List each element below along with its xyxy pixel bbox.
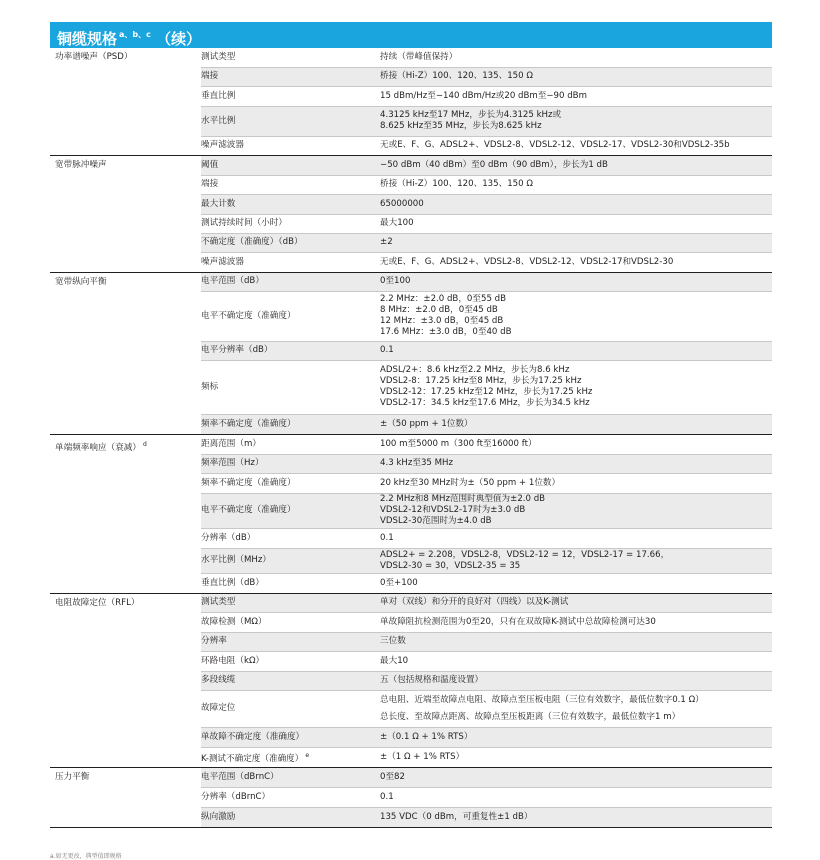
spec-label-text: 测试持续时间（小时） [201, 218, 287, 228]
spec-value-line: 0至100 [380, 276, 411, 286]
spec-label-text: 阈值 [201, 159, 219, 170]
spec-value-line: 桥接（Hi-Z）100、120、135、150 Ω [380, 71, 533, 81]
spec-value-line: ±（50 ppm + 1位数） [380, 418, 473, 429]
spec-label [201, 632, 380, 651]
spec-value [380, 175, 772, 194]
spec-label [201, 473, 380, 493]
spec-label [201, 493, 380, 528]
spec-value-line: ADSL/2+：8.6 kHz至2.2 MHz，步长为8.6 kHz [380, 365, 570, 375]
spec-value [380, 747, 772, 767]
spec-value [380, 106, 772, 136]
spec-value-line: 0.1 [380, 791, 394, 802]
spec-value-line: 0至+100 [380, 577, 418, 588]
spec-value-line: ADSL2+ = 2.208，VDSL2-8，VDSL2-12 = 12，VDSL2-17 = 17.66， [380, 549, 670, 560]
spec-row [50, 272, 772, 291]
spec-label [201, 727, 380, 747]
spec-value [380, 787, 772, 807]
spec-page [50, 22, 772, 828]
spec-value-line: −50 dBm（40 dBm）至0 dBm（90 dBm），步长为1 dB [380, 159, 608, 170]
spec-value-line: 65000000 [380, 198, 424, 209]
group-name [50, 48, 201, 155]
group-name [50, 434, 201, 593]
spec-value-line: 最大10 [380, 655, 409, 666]
banner-suffix: （续） [156, 30, 202, 48]
spec-label-text: 频率范围（Hz） [201, 458, 264, 468]
spec-value [380, 194, 772, 214]
spec-row [50, 767, 772, 787]
group-name [50, 593, 201, 767]
spec-label-text: 电平不确定度（准确度） [201, 310, 296, 321]
spec-value [380, 48, 772, 67]
spec-value [380, 233, 772, 252]
spec-label-text: K-测试不确定度（准确度） [201, 753, 304, 764]
spec-value-line: 总电阻、近端至故障点电阻、故障点至压板电阻（三位有效数字，最低位数字0.1 Ω） [380, 694, 704, 705]
spec-value [380, 593, 772, 612]
spec-label-text: 电平分辨率（dB） [201, 345, 273, 355]
spec-value [380, 454, 772, 473]
footnote: a.如无更改，典型值即规格 [50, 853, 122, 860]
spec-value-line: ±（0.1 Ω + 1% RTS） [380, 731, 473, 742]
spec-label [201, 155, 380, 175]
spec-value-line: 4.3125 kHz至17 MHz，步长为4.3125 kHz或 [380, 110, 562, 120]
spec-value-line: ±2 [380, 237, 393, 247]
group-footnote-mark: d [142, 440, 147, 448]
spec-row [50, 48, 772, 67]
spec-label [201, 86, 380, 106]
spec-row [50, 593, 772, 612]
spec-label-text: 端接 [201, 71, 219, 81]
spec-label-text: 分辨率 [201, 636, 227, 646]
spec-label [201, 233, 380, 252]
spec-value [380, 155, 772, 175]
spec-value [380, 414, 772, 434]
spec-label-text: 垂直比例（dB） [201, 577, 264, 588]
spec-value [380, 671, 772, 690]
spec-label-text: 故障定位 [201, 703, 236, 713]
spec-label [201, 454, 380, 473]
spec-label-text: 多段线缆 [201, 675, 236, 685]
spec-value [380, 272, 772, 291]
spec-value-line: 单对（双线）和分开的良好对（四线）以及K-测试 [380, 597, 569, 607]
spec-label-text: 分辨率（dB） [201, 532, 256, 543]
spec-value-line: 0至82 [380, 771, 405, 782]
spec-label [201, 767, 380, 787]
spec-value-line: 8 MHz：±2.0 dB，0至45 dB [380, 305, 498, 315]
group-name-text: 压力平衡 [55, 771, 90, 782]
spec-label-text: 最大计数 [201, 198, 236, 209]
spec-value [380, 612, 772, 632]
spec-value-line: 0.1 [380, 345, 394, 355]
group-name-text: 单端频率响应（衰减） [55, 442, 141, 453]
spec-label [201, 360, 380, 414]
spec-value-line: VDSL2-12：17.25 kHz至12 MHz，步长为17.25 kHz [380, 387, 593, 397]
spec-value-line: VDSL2-12和VDSL2-17时为±3.0 dB [380, 505, 526, 515]
spec-value-line: 总长度、至故障点距离、故障点至压板距离（三位有效数字，最低位数字1 m） [380, 711, 681, 722]
spec-value-line: 17.6 MHz：±3.0 dB，0至40 dB [380, 327, 512, 337]
spec-label [201, 136, 380, 155]
spec-value [380, 252, 772, 272]
spec-value [380, 341, 772, 360]
spec-value [380, 767, 772, 787]
banner-footnote-marks: a、b、c [119, 30, 151, 39]
spec-label [201, 194, 380, 214]
spec-label-text: 水平比例（MHz） [201, 555, 271, 565]
spec-label [201, 671, 380, 690]
spec-value [380, 493, 772, 528]
spec-value [380, 573, 772, 593]
spec-value-line: 五（包括规格和温度设置） [380, 675, 484, 685]
spec-value [380, 690, 772, 727]
spec-value-line: 8.625 kHz至35 MHz，步长为8.625 kHz [380, 121, 542, 131]
spec-value [380, 548, 772, 573]
spec-label-text: 距离范围（m） [201, 438, 261, 449]
spec-value-line: VDSL2-17：34.5 kHz至17.6 MHz，步长为34.5 kHz [380, 398, 590, 408]
spec-row [50, 434, 772, 454]
spec-label [201, 807, 380, 827]
spec-value-line: 桥接（Hi-Z）100、120、135、150 Ω [380, 179, 533, 189]
spec-label-text: 垂直比例 [201, 90, 236, 101]
spec-label-text: 环路电阻（kΩ） [201, 655, 265, 666]
spec-label-text: 电平不确定度（准确度） [201, 505, 296, 515]
spec-label [201, 690, 380, 727]
spec-value [380, 360, 772, 414]
spec-value-line: 单故障阻抗检测范围为0至20，只有在双故障K-测试中总故障检测可达30 [380, 616, 656, 627]
spec-value [380, 434, 772, 454]
spec-value [380, 214, 772, 233]
spec-value-line: ±（1 Ω + 1% RTS） [380, 751, 465, 762]
label-footnote-mark: e [305, 751, 310, 759]
spec-value-line: VDSL2-8：17.25 kHz至8 MHz，步长为17.25 kHz [380, 376, 582, 386]
group-name-text: 电阻故障定位（RFL） [55, 597, 140, 608]
spec-label [201, 434, 380, 454]
spec-label [201, 48, 380, 67]
spec-label [201, 175, 380, 194]
spec-label-text: 水平比例 [201, 115, 236, 126]
spec-value [380, 727, 772, 747]
spec-label-text: 频率不确定度（准确度） [201, 418, 296, 429]
spec-value-line: 12 MHz：±3.0 dB，0至45 dB [380, 316, 504, 326]
spec-label [201, 593, 380, 612]
spec-value [380, 632, 772, 651]
spec-value-line: 15 dBm/Hz至−140 dBm/Hz或20 dBm至−90 dBm [380, 90, 587, 101]
spec-value [380, 651, 772, 671]
spec-label-text: 电平范围（dBrnC） [201, 771, 279, 782]
section-banner [50, 22, 772, 48]
spec-value-line: 无或E、F、G、ADSL2+、VDSL2-8、VDSL2-12、VDSL2-17、VDSL2-30和VDSL2-35b [380, 140, 730, 150]
spec-label-text: 测试类型 [201, 51, 236, 62]
spec-label [201, 612, 380, 632]
spec-label [201, 787, 380, 807]
spec-value-line: 4.3 kHz至35 MHz [380, 458, 453, 468]
banner-title: 铜缆规格 [57, 30, 118, 48]
spec-label [201, 573, 380, 593]
spec-value-line: 20 kHz至30 MHz时为±（50 ppm + 1位数） [380, 477, 561, 488]
spec-value [380, 528, 772, 548]
spec-value-line: 2.2 MHz：±2.0 dB，0至55 dB [380, 294, 507, 304]
group-name-text: 功率谱噪声（PSD） [55, 52, 133, 62]
spec-label-text: 噪声滤波器 [201, 140, 244, 150]
spec-label-text: 故障检测（MΩ） [201, 616, 267, 627]
spec-label-text: 分辨率（dBrnC） [201, 791, 271, 802]
spec-value-line: 持续（带峰值保持） [380, 51, 458, 62]
group-name [50, 272, 201, 434]
spec-value [380, 291, 772, 341]
spec-value-line: 100 m至5000 m（300 ft至16000 ft） [380, 438, 537, 449]
group-name [50, 155, 201, 272]
spec-label [201, 67, 380, 86]
spec-value [380, 473, 772, 493]
spec-value [380, 136, 772, 155]
spec-label-text: 端接 [201, 179, 219, 189]
spec-label [201, 252, 380, 272]
spec-label [201, 747, 380, 767]
spec-table [50, 48, 772, 828]
group-name-text: 宽带纵向平衡 [55, 276, 107, 287]
spec-label [201, 272, 380, 291]
spec-value-line: VDSL2-30 = 30，VDSL2-35 = 35 [380, 560, 521, 571]
spec-label [201, 106, 380, 136]
spec-label [201, 548, 380, 573]
spec-label [201, 528, 380, 548]
spec-label [201, 291, 380, 341]
spec-value [380, 807, 772, 827]
spec-label-text: 频率不确定度（准确度） [201, 477, 296, 488]
spec-value-line: 无或E、F、G、ADSL2+、VDSL2-8、VDSL2-12、VDSL2-17和VDSL2-30 [380, 256, 674, 267]
spec-label [201, 414, 380, 434]
group-name [50, 767, 201, 827]
spec-label-text: 不确定度（准确度）（dB） [201, 237, 303, 247]
spec-value-line: 0.1 [380, 532, 394, 543]
spec-label [201, 651, 380, 671]
spec-value-line: VDSL2-30范围时为±4.0 dB [380, 516, 492, 526]
spec-label [201, 341, 380, 360]
spec-label-text: 电平范围（dB） [201, 276, 264, 286]
spec-label-text: 噪声滤波器 [201, 256, 244, 267]
spec-value-line: 三位数 [380, 636, 406, 646]
spec-label [201, 214, 380, 233]
spec-value [380, 67, 772, 86]
spec-value-line: 135 VDC（0 dBm，可重复性±1 dB） [380, 811, 533, 822]
spec-label-text: 单故障不确定度（准确度） [201, 731, 305, 742]
group-name-text: 宽带脉冲噪声 [55, 159, 107, 170]
spec-value-line: 2.2 MHz和8 MHz范围时典型值为±2.0 dB [380, 494, 546, 504]
spec-label-text: 频标 [201, 381, 219, 392]
spec-label-text: 测试类型 [201, 597, 236, 607]
spec-value-line: 最大100 [380, 218, 414, 228]
spec-row [50, 155, 772, 175]
spec-label-text: 纵向激励 [201, 811, 236, 822]
spec-value [380, 86, 772, 106]
